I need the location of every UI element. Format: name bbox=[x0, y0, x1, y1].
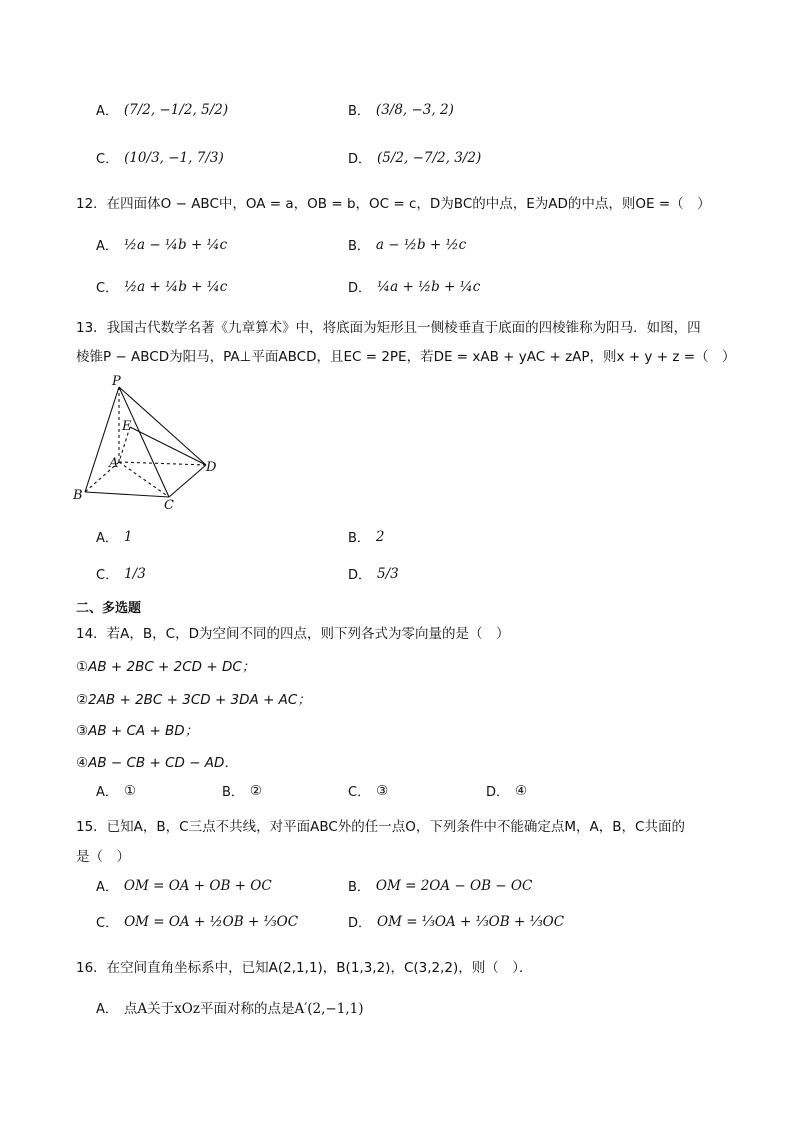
option-expression: (7/2, −1/2, 5/2) bbox=[123, 101, 229, 118]
option-expression: (5/2, −7/2, 3/2) bbox=[377, 149, 482, 166]
option-expression: OM = OA + OB + OC bbox=[123, 877, 272, 894]
option-expression: OM = OA + ½OB + ⅓OC bbox=[124, 913, 299, 930]
option-expression: ½a − ¼b + ¼c bbox=[123, 236, 228, 253]
option-expression: OM = 2OA − OB − OC bbox=[375, 877, 533, 894]
option-label: B． bbox=[348, 239, 370, 254]
q12-option-c bbox=[96, 277, 227, 296]
q15-stem-line2: 是（ ） bbox=[76, 849, 130, 865]
option-label: B． bbox=[348, 104, 370, 119]
q14-option-b bbox=[222, 781, 262, 800]
option-label: C． bbox=[96, 152, 119, 167]
q14-stem: 14．若A，B，C，D为空间不同的四点，则下列各式为零向量的是（ ） bbox=[76, 626, 510, 642]
option-label: C． bbox=[348, 785, 371, 800]
option-label: D． bbox=[486, 785, 510, 800]
option-label: D． bbox=[348, 152, 372, 167]
option-label: A． bbox=[96, 1001, 118, 1017]
q11-option-a bbox=[96, 100, 228, 119]
q14-item-2: ②2AB + 2BC + 3CD + 3DA + AC； bbox=[76, 692, 311, 708]
option-label: D． bbox=[348, 916, 372, 931]
option-label: B． bbox=[348, 880, 370, 895]
q16-option-a bbox=[96, 997, 363, 1017]
option-expression: 1 bbox=[123, 528, 133, 545]
q12-option-d bbox=[348, 277, 480, 296]
option-label: A． bbox=[96, 104, 118, 119]
option-label: C． bbox=[96, 916, 119, 931]
q14-option-a bbox=[96, 781, 136, 800]
option-label: A． bbox=[96, 785, 118, 800]
option-label: C． bbox=[96, 281, 119, 296]
option-expression: (3/8, −3, 2) bbox=[375, 101, 454, 118]
option-expression: a − ½b + ½c bbox=[375, 236, 467, 253]
option-expression: ③ bbox=[376, 782, 389, 799]
option-label: A． bbox=[96, 239, 118, 254]
q15-option-a bbox=[96, 876, 272, 895]
option-expression: ④ bbox=[515, 782, 528, 799]
q15-option-d bbox=[348, 912, 564, 931]
pyramid-figure bbox=[70, 375, 230, 515]
q13-option-d bbox=[348, 564, 399, 583]
section-heading: 二、多选题 bbox=[76, 601, 142, 616]
q13-option-c bbox=[96, 564, 146, 583]
q13-stem-line1: 13．我国古代数学名著《九章算术》中，将底面为矩形且一侧棱垂直于底面的四棱锥称为阳马．如图，四 bbox=[76, 320, 701, 336]
option-expression: (10/3, −1, 7/3) bbox=[124, 149, 224, 166]
option-label: A． bbox=[96, 531, 118, 546]
q14-item-1: ①AB + 2BC + 2CD + DC； bbox=[76, 659, 256, 675]
vertex-label-b: B bbox=[73, 488, 83, 503]
q11-option-c bbox=[96, 148, 224, 167]
vertex-label-p: P bbox=[112, 375, 121, 389]
option-label: B． bbox=[222, 785, 244, 800]
option-expression: 5/3 bbox=[377, 565, 399, 582]
q15-option-c bbox=[96, 912, 298, 931]
q13-stem-line2: 棱锥P − ABCD为阳马，PA⊥平面ABCD，且EC = 2PE，若DE = xAB + yAC + zAP，则x + y + z =（ ） bbox=[76, 349, 736, 365]
q13-option-a bbox=[96, 527, 133, 546]
q12-option-b bbox=[348, 235, 466, 254]
q11-option-d bbox=[348, 148, 481, 167]
vertex-label-d: D bbox=[206, 460, 217, 475]
option-expression: ½a + ¼b + ¼c bbox=[124, 278, 228, 295]
vertex-label-a: A bbox=[109, 456, 119, 471]
option-expression: 1/3 bbox=[124, 565, 146, 582]
q15-stem-line1: 15．已知A，B，C三点不共线，对平面ABC外的任一点O，下列条件中不能确定点M，A，B，C共面的 bbox=[76, 819, 685, 835]
q14-option-d bbox=[486, 781, 527, 800]
option-expression: ① bbox=[123, 782, 137, 799]
q14-item-4: ④AB − CB + CD − AD． bbox=[76, 755, 238, 771]
option-expression: 点A关于xOz平面对称的点是A′(2,−1,1) bbox=[123, 1001, 364, 1017]
option-label: D． bbox=[348, 568, 372, 583]
q16-stem: 16．在空间直角坐标系中，已知A(2,1,1)，B(1,3,2)，C(3,2,2)，则（ ）． bbox=[76, 960, 533, 976]
option-expression: ¼a + ½b + ¼c bbox=[377, 278, 481, 295]
q12-option-a bbox=[96, 235, 227, 254]
option-label: B． bbox=[348, 531, 370, 546]
q14-item-3: ③AB + CA + BD； bbox=[76, 723, 199, 739]
q14-option-c bbox=[348, 781, 388, 800]
option-expression: 2 bbox=[375, 528, 385, 545]
vertex-label-e: E bbox=[122, 419, 132, 434]
q15-option-b bbox=[348, 876, 532, 895]
q12-stem: 12．在四面体O − ABC中，OA = a，OB = b，OC = c，D为BC的中点，E为AD的中点，则OE =（ ） bbox=[76, 196, 711, 212]
q11-option-b bbox=[348, 100, 454, 119]
q13-option-b bbox=[348, 527, 385, 546]
option-expression: OM = ⅓OA + ⅓OB + ⅓OC bbox=[377, 913, 565, 930]
option-expression: ② bbox=[249, 782, 263, 799]
option-label: A． bbox=[96, 880, 118, 895]
vertex-label-c: C bbox=[164, 498, 174, 513]
option-label: C． bbox=[96, 568, 119, 583]
option-label: D． bbox=[348, 281, 372, 296]
